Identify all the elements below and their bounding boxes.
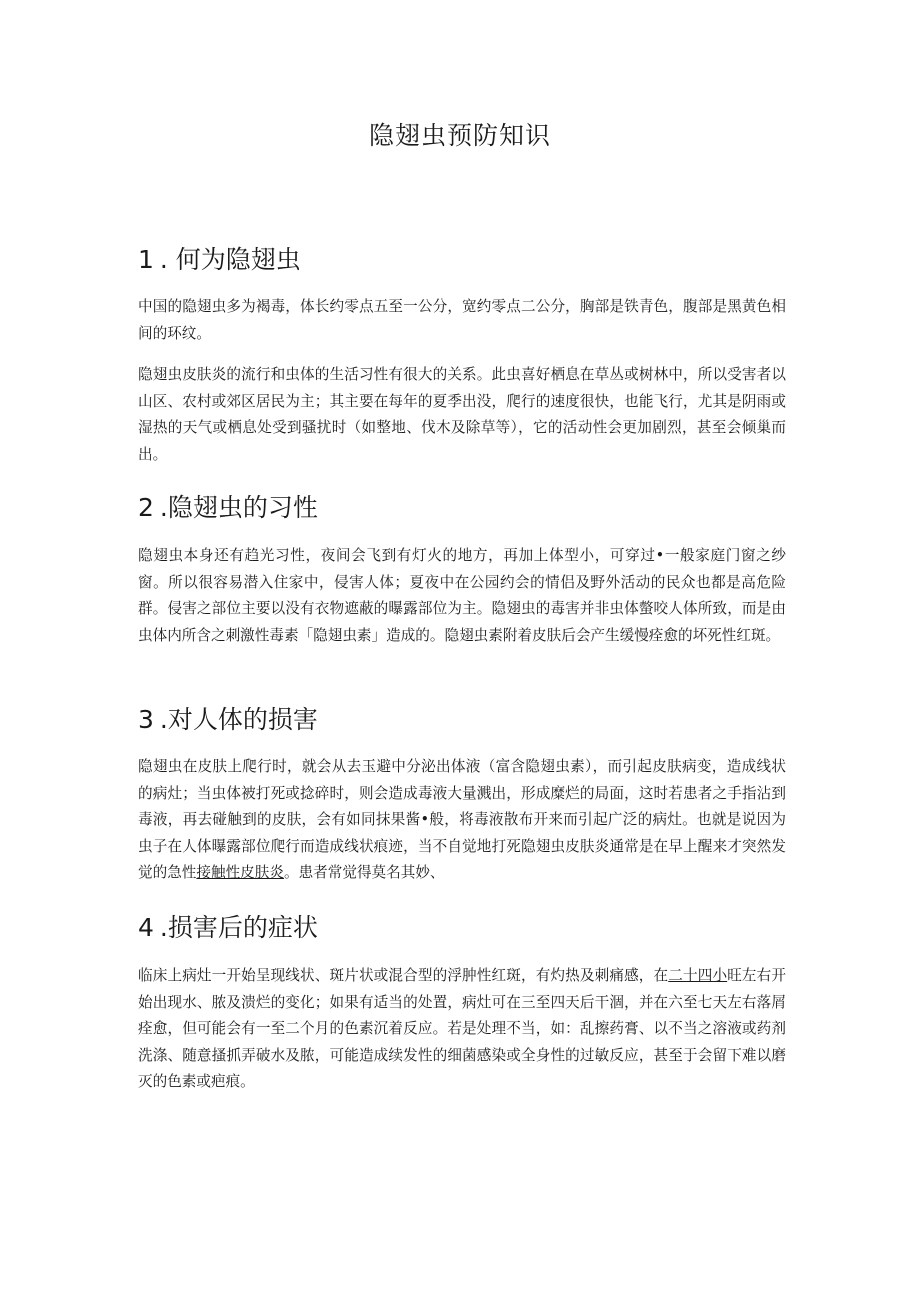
section-3-title: .对人体的损害 xyxy=(159,705,318,734)
section-1-number: 1 xyxy=(138,245,154,274)
section-1-paragraph-2: 隐翅虫皮肤炎的流行和虫体的生活习性有很大的关系。此虫喜好栖息在草丛或树林中，所以受害者以山区、农村或郊区居民为主；其主要在每年的夏季出没，爬行的速度很快，也能飞行，尤其是阴雨或湿热的天气或栖息处受到骚扰时（如整地、伐木及除草等），它的活动性会更加剧烈，甚至会倾巢而出。 xyxy=(138,366,786,463)
document-title: 隐翅虫预防知识 xyxy=(368,121,551,150)
section-4-title: .损害后的症状 xyxy=(159,913,318,942)
section-3-number: 3 xyxy=(138,705,154,734)
section-4-heading xyxy=(138,908,318,944)
section-2-title: .隐翅虫的习性 xyxy=(159,493,318,522)
section-2-paragraph-1: 隐翅虫本身还有趋光习性，夜间会飞到有灯火的地方，再加上体型小，可穿过•一般家庭门窗之纱窗。所以很容易潜入住家中，侵害人体；夏夜中在公园约会的情侣及野外活动的民众也都是高危险群。侵害之部位主要以没有衣物遮蔽的曝露部位为主。隐翅虫的毒害并非虫体螫咬人体所致，而是由虫体内所含之刺激性毒素「隐翅虫素」造成的。隐翅虫素附着皮肤后会产生缓慢痊愈的坏死性红斑。 xyxy=(138,547,786,644)
section-4-text-after: 旺左右开始出现水、脓及溃烂的变化；如果有适当的处置，病灶可在三至四天后干涸，并在六至七天左右落屑痊愈，但可能会有一至二个月的色素沉着反应。若是处理不当，如：乱擦药膏、以不当之溶液或药剂洗涤、随意搔抓弄破水及脓，可能造成续发性的细菌感染或全身性的过敏反应，甚至于会留下难以磨灭的色素或疤痕。 xyxy=(138,967,786,1090)
section-3-heading xyxy=(138,700,318,736)
section-2-heading xyxy=(138,488,318,524)
section-4-text-before: 临床上病灶一开始呈现线状、斑片状或混合型的浮肿性红斑，有灼热及刺痛感，在 xyxy=(138,967,669,984)
section-1-paragraph-1: 中国的隐翅虫多为褐毒，体长约零点五至一公分，宽约零点二公分，胸部是铁青色，腹部是黑黄色相间的环纹。 xyxy=(138,298,786,342)
section-3-paragraph-1 xyxy=(138,754,786,887)
section-2-number: 2 xyxy=(138,493,154,522)
contact-dermatitis-link[interactable]: 接触性皮肤炎 xyxy=(196,864,284,881)
section-4-number: 4 xyxy=(138,913,154,942)
twenty-four-hours-link[interactable]: 二十四小 xyxy=(668,967,728,984)
section-1-title: . 何为隐翅虫 xyxy=(159,245,301,274)
section-1-heading xyxy=(138,240,301,276)
section-3-text-after: 。患者常觉得莫名其妙、 xyxy=(283,864,445,881)
section-3-text-before: 隐翅虫在皮肤上爬行时，就会从去玉避中分泌出体液（富含隐翅虫素），而引起皮肤病变，造成线状的病灶；当虫体被打死或捻碎时，则会造成毒液大量溅出，形成糜烂的局面，这时若患者之手指沾到毒液，再去碰触到的皮肤，会有如同抹果酱•般，将毒液散布开来而引起广泛的病灶。也就是说因为虫子在人体曝露部位爬行而造成线状痕迹，当不自觉地打死隐翅虫皮肤炎通常是在早上醒来才突然发觉的急性 xyxy=(138,758,786,881)
section-4-paragraph-1 xyxy=(138,963,786,1096)
